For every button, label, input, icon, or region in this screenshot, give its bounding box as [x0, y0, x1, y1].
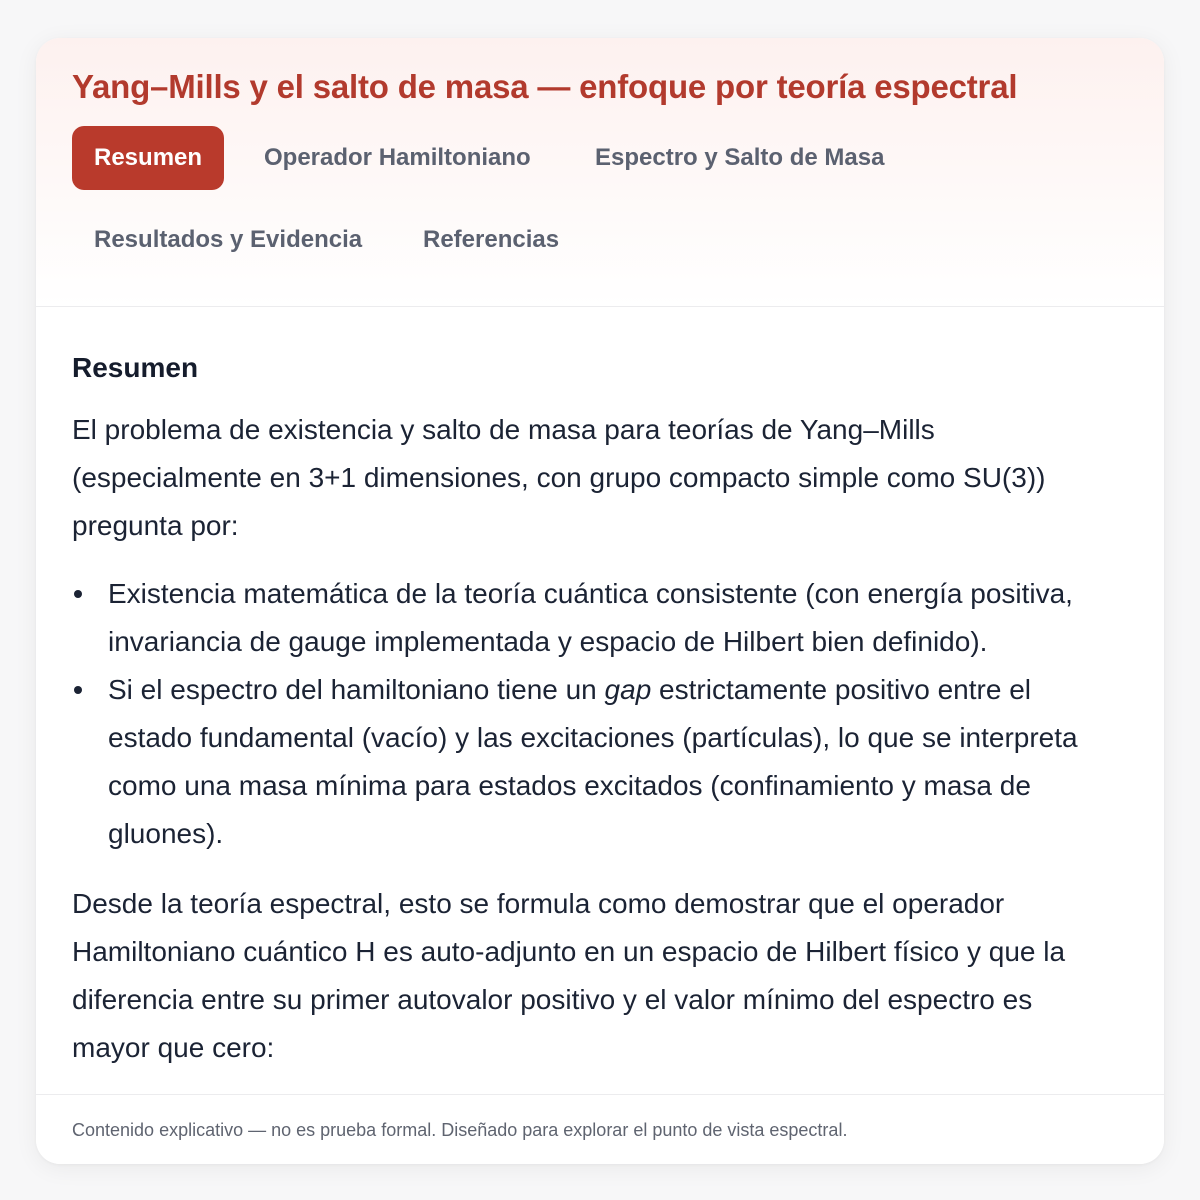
content-area	[72, 348, 1112, 1072]
main-card	[36, 38, 1164, 1164]
closing-paragraph: Desde la teoría espectral, esto se formula como demostrar que el operador Hamiltoniano cuántico H es auto-adjunto en un espacio de Hilbert físico y que la diferencia entre su primer autovalor positivo y el valor mínimo del espectro es mayor que cero:	[72, 888, 1066, 1063]
section-title: Resumen	[72, 352, 199, 383]
tab-resultados-evidencia[interactable]: Resultados y Evidencia	[94, 226, 363, 253]
list-item	[72, 570, 1112, 666]
gap-emphasis: gap	[604, 674, 652, 705]
bullet-dot-icon	[74, 590, 82, 598]
header	[36, 38, 1164, 307]
bullet-list	[72, 570, 1112, 858]
footer-note: Contenido explicativo — no es prueba formal. Diseñado para explorar el punto de vista espectral.	[72, 1120, 848, 1140]
page-title: Yang–Mills y el salto de masa — enfoque por teoría espectral	[72, 68, 1018, 105]
bullet-dot-icon	[74, 686, 82, 694]
tab-resumen[interactable]: Resumen	[72, 126, 224, 190]
intro-paragraph: El problema de existencia y salto de masa para teorías de Yang–Mills (especialmente en 3+1 dimensiones, con grupo compacto simple como SU(3)) pregunta por:	[72, 414, 1046, 541]
tab-operador-hamiltoniano[interactable]: Operador Hamiltoniano	[264, 144, 531, 171]
list-item	[72, 666, 1112, 858]
bullet-text-part: Si el espectro del hamiltoniano tiene un	[108, 674, 605, 705]
footer	[36, 1094, 1164, 1164]
tab-referencias[interactable]: Referencias	[423, 226, 560, 253]
bullet-text: Existencia matemática de la teoría cuántica consistente (con energía positiva, invariancia de gauge implementada y espacio de Hilbert bien definido).	[108, 578, 1073, 657]
bullet-text-part: estrictamente positivo entre el estado fundamental (vacío) y las excitaciones (partículas), lo que se interpreta como una masa mínima para estados excitados (confinamiento y masa de gluones).	[108, 674, 1078, 849]
tab-espectro-salto-masa[interactable]: Espectro y Salto de Masa	[595, 144, 885, 171]
